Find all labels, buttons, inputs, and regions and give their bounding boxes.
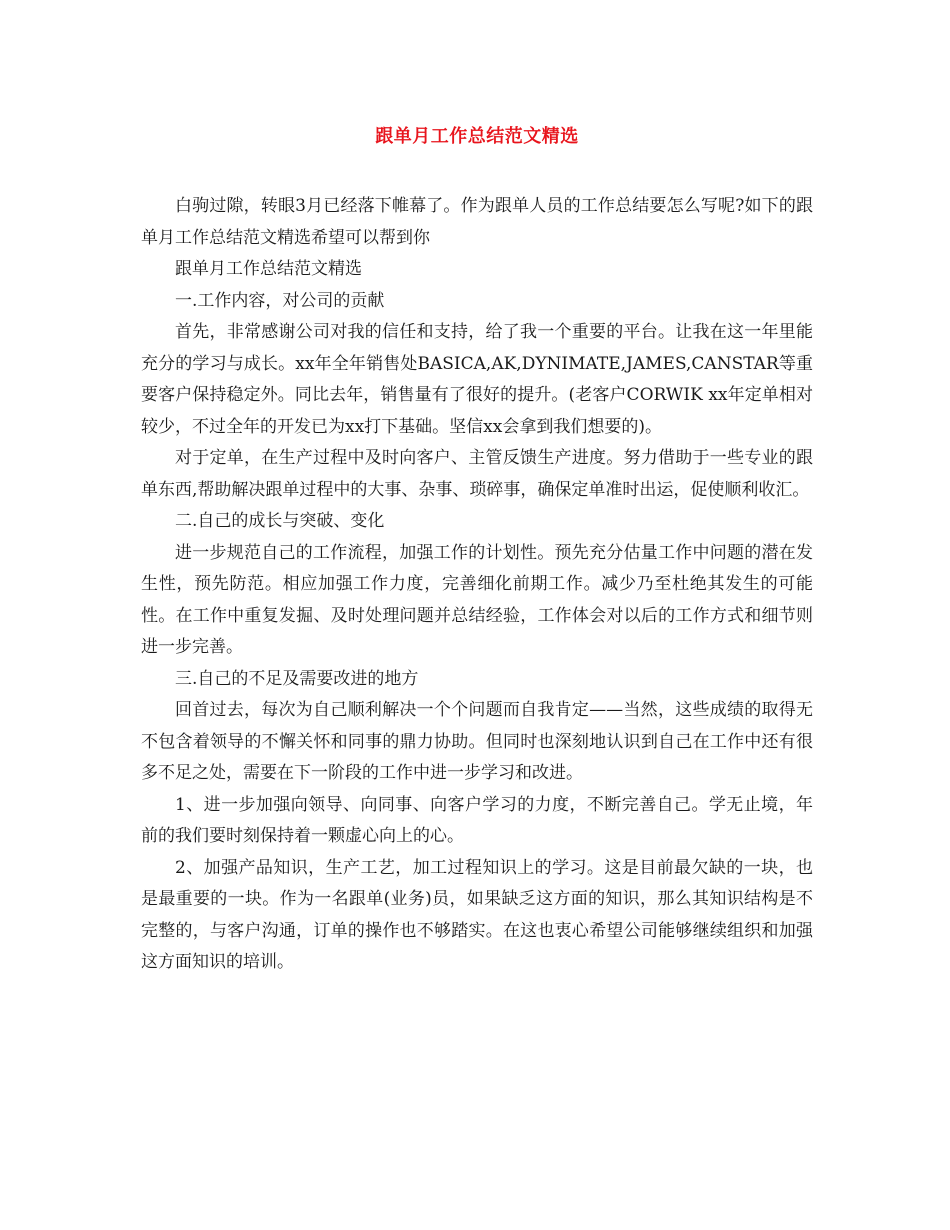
section-heading-1: 一.工作内容，对公司的贡献 (175, 290, 385, 311)
intro-paragraph: 白驹过隙，转眼3月已经落下帷幕了。作为跟单人员的工作总结要怎么写呢?如下的跟单月工作总结范文精选希望可以帮到你 (141, 196, 813, 248)
document-body (141, 191, 813, 979)
section-heading-2: 二.自己的成长与突破、变化 (175, 511, 385, 531)
body-paragraph: 进一步规范自己的工作流程，加强工作的计划性。预先充分估量工作中问题的潜在发生性，预先防范。相应加强工作力度，完善细化前期工作。减少乃至杜绝其发生的可能性。在工作中重复发掘、及时处理问题并总结经验，工作体会对以后的工作方式和细节则进一步完善。 (141, 542, 813, 657)
body-paragraph: 首先，非常感谢公司对我的信任和支持，给了我一个重要的平台。让我在这一年里能充分的学习与成长。xx年全年销售处BASICA,AK,DYNIMATE,JAMES,CANSTAR等重要客户保持稳定外。同比去年，销售量有了很好的提升。(老客户CORWIK xx年定单相对较少，不过全年的开发已为xx打下基础。坚信xx会拿到我们想要的)。 (141, 322, 813, 437)
body-paragraph: 对于定单，在生产过程中及时向客户、主管反馈生产进度。努力借助于一些专业的跟单东西,帮助解决跟单过程中的大事、杂事、琐碎事，确保定单准时出运，促使顺利收汇。 (141, 448, 813, 500)
document-title: 跟单月工作总结范文精选 (375, 126, 579, 147)
list-item-1: 1、进一步加强向领导、向同事、向客户学习的力度，不断完善自己。学无止境，年前的我们要时刻保持着一颗虚心向上的心。 (141, 794, 813, 846)
section-heading-3: 三.自己的不足及需要改进的地方 (175, 668, 419, 689)
body-paragraph: 回首过去，每次为自己顺利解决一个个问题而自我肯定——当然，这些成绩的取得无不包含着领导的不懈关怀和同事的鼎力协助。但同时也深刻地认识到自己在工作中还有很多不足之处，需要在下一阶段的工作中进一步学习和改进。 (141, 700, 813, 783)
list-item-2: 2、加强产品知识，生产工艺，加工过程知识上的学习。这是目前最欠缺的一块，也是最重要的一块。作为一名跟单(业务)员，如果缺乏这方面的知识，那么其知识结构是不完整的，与客户沟通，订单的操作也不够踏实。在这也衷心希望公司能够继续组织和加强这方面知识的培训。 (141, 857, 813, 972)
subtitle-paragraph: 跟单月工作总结范文精选 (175, 259, 362, 279)
